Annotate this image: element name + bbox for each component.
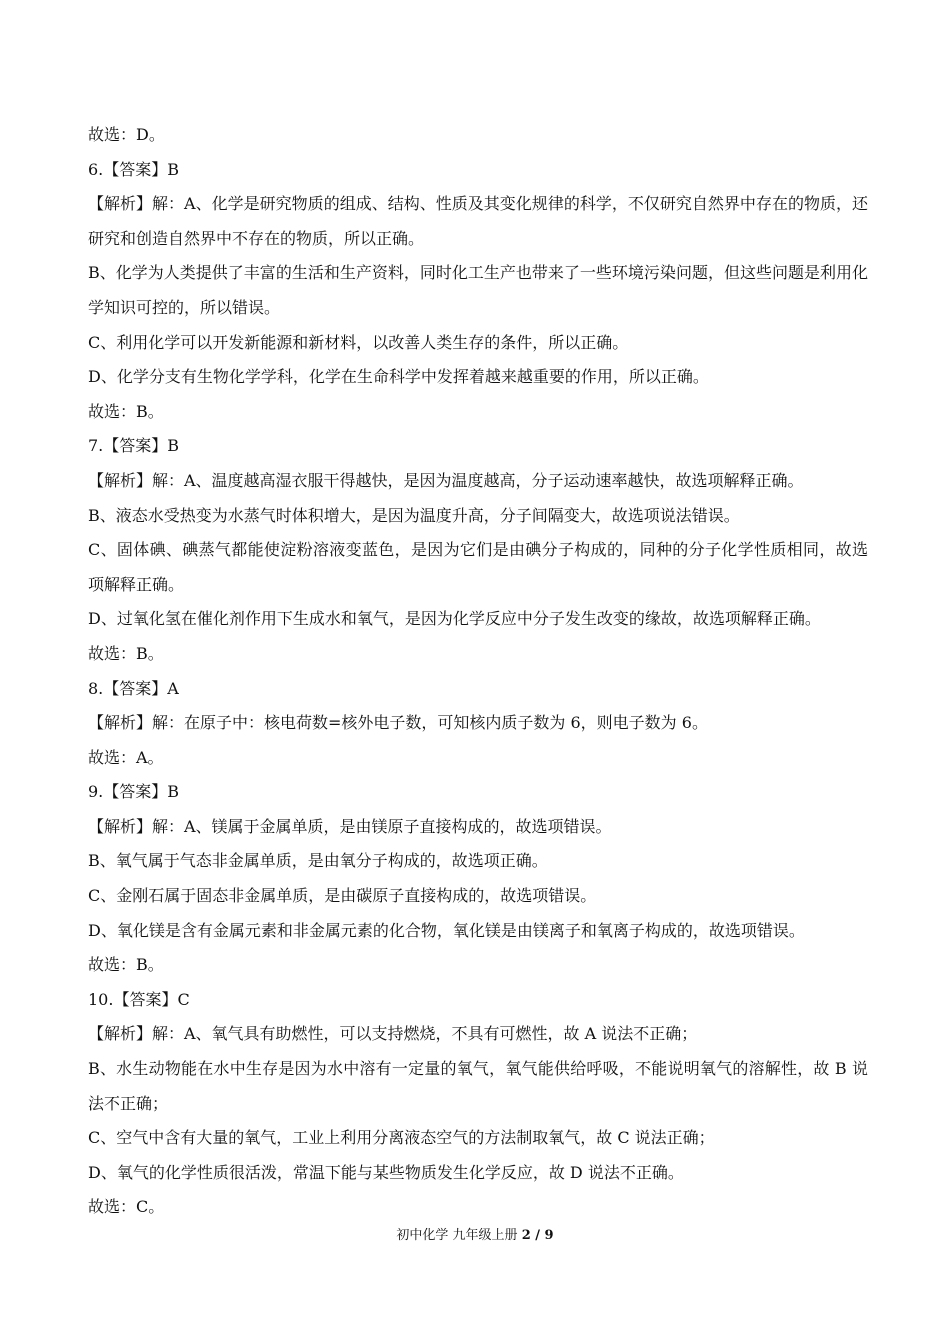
- answer-heading-7: 7.【答案】B: [88, 436, 180, 456]
- conclusion-6: 故选：B。: [88, 401, 164, 421]
- analysis-9-a: 【解析】解：A、镁属于金属单质，是由镁原子直接构成的，故选项错误。: [88, 816, 612, 836]
- analysis-7-d: D、过氧化氢在催化剂作用下生成水和氧气，是因为化学反应中分子发生改变的缘故，故选项解释正确。: [88, 609, 821, 629]
- analysis-7-b: B、液态水受热变为水蒸气时体积增大，是因为温度升高，分子间隔变大，故选项说法错误。: [88, 505, 740, 525]
- analysis-8: 【解析】解：在原子中：核电荷数=核外电子数，可知核内质子数为 6，则电子数为 6。: [88, 713, 708, 733]
- analysis-6-d: D、化学分支有生物化学学科，化学在生命科学中发挥着越来越重要的作用，所以正确。: [88, 367, 709, 387]
- footer-course: 初中化学 九年级上册: [396, 1228, 518, 1243]
- analysis-6-b: B、化学为人类提供了丰富的生活和生产资料，同时化工生产也带来了一些环境污染问题，但这些问题是利用化学知识可控的，所以错误。: [88, 263, 868, 317]
- answer-content: [88, 118, 868, 1225]
- answer-heading-10: 10.【答案】C: [88, 989, 190, 1009]
- conclusion-line: 故选：D。: [88, 125, 165, 144]
- conclusion-9: 故选：B。: [88, 955, 164, 975]
- analysis-9-b: B、氧气属于气态非金属单质，是由氧分子构成的，故选项正确。: [88, 851, 548, 871]
- answer-heading-8: 8.【答案】A: [88, 678, 179, 698]
- analysis-6-a: 【解析】解：A、化学是研究物质的组成、结构、性质及其变化规律的科学，不仅研究自然界中存在的物质，还研究和创造自然界中不存在的物质，所以正确。: [88, 194, 868, 248]
- analysis-9-c: C、金刚石属于固态非金属单质，是由碳原子直接构成的，故选项错误。: [88, 886, 597, 906]
- analysis-7-a: 【解析】解：A、温度越高湿衣服干得越快，是因为温度越高，分子运动速率越快，故选项解释正确。: [88, 470, 804, 490]
- answer-heading-9: 9.【答案】B: [88, 782, 180, 802]
- conclusion-10: 故选：C。: [88, 1197, 165, 1217]
- analysis-10-b: B、水生动物能在水中生存是因为水中溶有一定量的氧气，氧气能供给呼吸，不能说明氧气的溶解性，故 B 说法不正确；: [88, 1059, 868, 1113]
- analysis-9-d: D、氧化镁是含有金属元素和非金属元素的化合物，氧化镁是由镁离子和氧离子构成的，故选项错误。: [88, 920, 805, 940]
- analysis-6-c: C、利用化学可以开发新能源和新材料，以改善人类生存的条件，所以正确。: [88, 332, 629, 352]
- conclusion-8: 故选：A。: [88, 747, 164, 767]
- analysis-7-c: C、固体碘、碘蒸气都能使淀粉溶液变蓝色，是因为它们是由碘分子构成的，同种的分子化学性质相同，故选项解释正确。: [88, 540, 868, 594]
- page-number: 2 / 9: [521, 1228, 554, 1243]
- conclusion-7: 故选：B。: [88, 643, 164, 663]
- analysis-10-d: D、氧气的化学性质很活泼，常温下能与某些物质发生化学反应，故 D 说法不正确。: [88, 1162, 684, 1182]
- analysis-10-c: C、空气中含有大量的氧气，工业上利用分离液态空气的方法制取氧气，故 C 说法正确；: [88, 1128, 715, 1148]
- analysis-10-a: 【解析】解：A、氧气具有助燃性，可以支持燃烧，不具有可燃性，故 A 说法不正确；: [88, 1024, 698, 1044]
- answer-heading-6: 6.【答案】B: [88, 159, 180, 179]
- page-footer: [0, 1226, 950, 1246]
